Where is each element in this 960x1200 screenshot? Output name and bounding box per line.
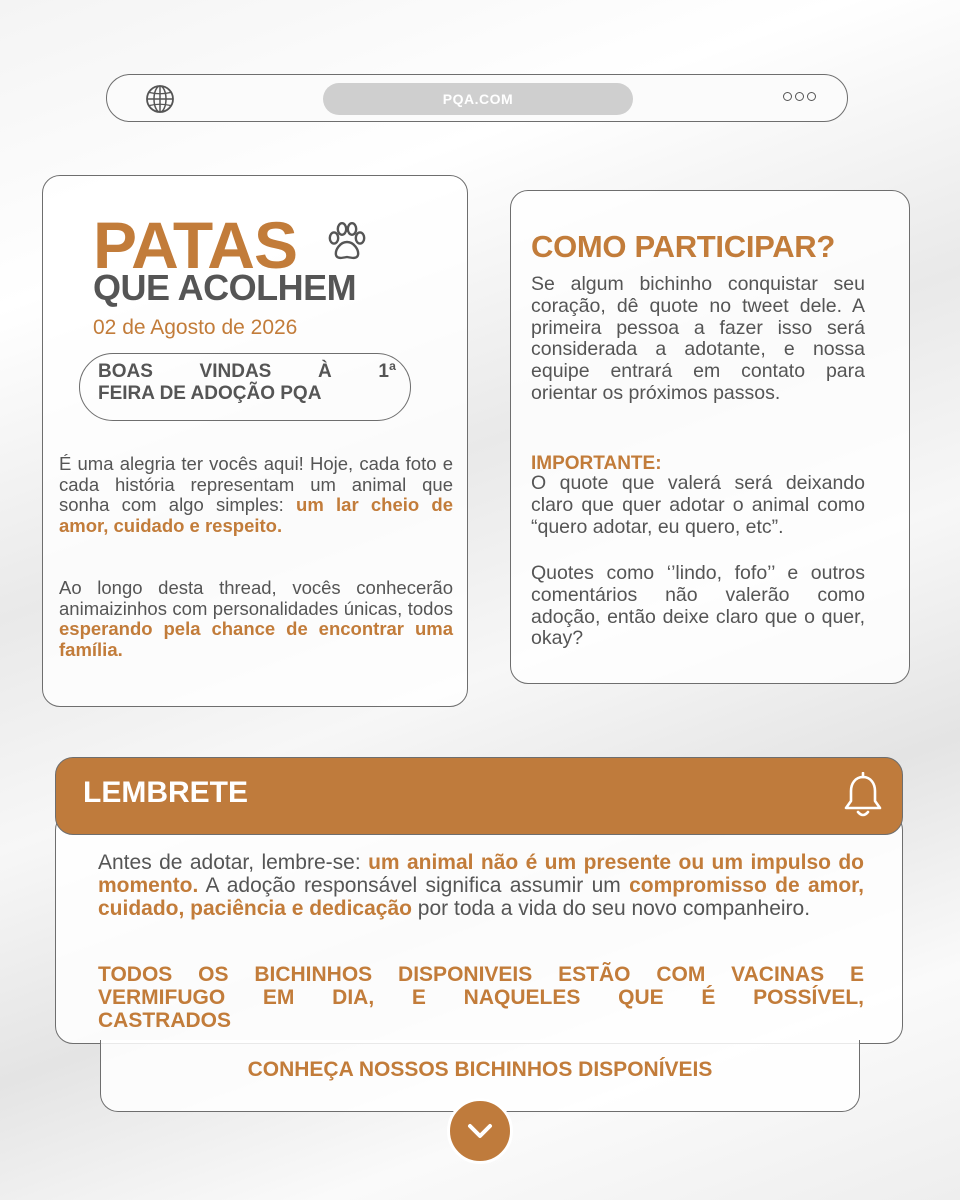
reminder-paragraph: Antes de adotar, lembre-se: um animal não é um presente ou um impulso do momento. A adoção responsável significa assumir um compromisso de amor, cuidado, paciência e dedicação por toda a vida do seu novo companheiro. xyxy=(98,851,865,921)
quotes-paragraph: Quotes como ‘’lindo, fofo’’ e outros comentários não valerão como adoção, então deixe claro que o quer, okay? xyxy=(531,562,865,650)
globe-icon[interactable] xyxy=(145,84,175,114)
vaccine-notice: TODOS OS BICHINHOS DISPONIVEIS ESTÃO COM VACINAS E VERMIFUGO EM DIA, E NAQUELES QUE É POSSÍVEL, CASTRADOS xyxy=(98,963,864,1033)
intro-paragraph: É uma alegria ter vocês aqui! Hoje, cada foto e cada história representam um animal que sonha com algo simples: um lar cheio de amor, cuidado e respeito. xyxy=(59,453,453,537)
event-card xyxy=(42,175,468,707)
participate-paragraph: Se algum bichinho conquistar seu coração, dê quote no tweet dele. A primeira pessoa a fazer isso será considerada a adotante, e nossa equipe entrará em contato para orientar os próximos passos. xyxy=(531,273,865,405)
welcome-line: FEIRA DE ADOÇÃO PQA xyxy=(98,382,322,404)
important-paragraph: O quote que valerá será deixando claro que quer adotar o animal como “quero adotar, eu quero, etc”. xyxy=(531,472,865,538)
participate-card xyxy=(510,190,910,684)
important-label: IMPORTANTE: xyxy=(531,453,662,474)
page-subtitle: QUE ACOLHEM xyxy=(93,267,357,308)
bell-icon xyxy=(842,772,884,820)
welcome-line: BOAS VINDAS À 1ª xyxy=(98,361,396,382)
participate-title: COMO PARTICIPAR? xyxy=(531,229,836,264)
browser-bar xyxy=(106,74,848,122)
welcome-badge xyxy=(79,353,411,421)
thread-paragraph: Ao longo desta thread, vocês conhecerão animaizinhos com personalidades únicas, todos esperando pela chance de encontrar uma família. xyxy=(59,577,453,661)
reminder-card xyxy=(55,812,903,1044)
cta-label[interactable]: CONHEÇA NOSSOS BICHINHOS DISPONÍVEIS xyxy=(247,1058,713,1081)
paw-icon xyxy=(323,218,371,266)
reminder-title: LEMBRETE xyxy=(83,776,248,809)
event-date: 02 de Agosto de 2026 xyxy=(93,316,298,339)
page-title: PATAS xyxy=(93,208,297,282)
chevron-down-icon xyxy=(467,1122,493,1140)
reminder-header xyxy=(55,757,903,835)
scroll-down-button[interactable] xyxy=(447,1098,513,1164)
url-bar[interactable]: PQA.COM xyxy=(323,83,633,115)
more-dots-icon[interactable] xyxy=(783,92,816,101)
